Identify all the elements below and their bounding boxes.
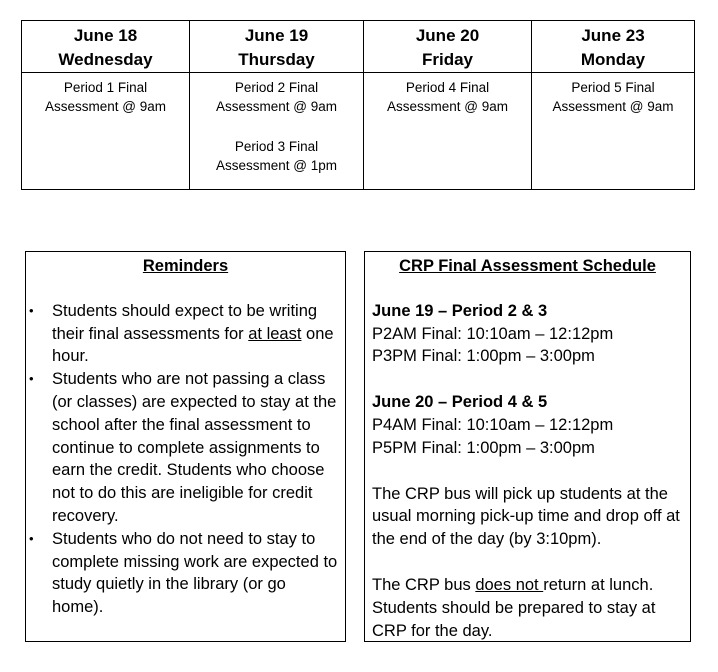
date-cell: June 20 bbox=[364, 21, 532, 49]
crp-block-heading: June 19 – Period 2 & 3 bbox=[372, 301, 548, 320]
assessment-cell bbox=[364, 73, 532, 190]
day-cell: Friday bbox=[364, 48, 532, 73]
reminders-list bbox=[26, 300, 345, 619]
lunch-note-emphasis: does not bbox=[475, 575, 544, 594]
assessment-period: Period 3 Final bbox=[234, 139, 319, 154]
spacer bbox=[190, 116, 363, 137]
assessment-period: Period 4 Final bbox=[405, 80, 490, 95]
exam-schedule-table bbox=[21, 20, 695, 190]
reminders-box bbox=[25, 251, 346, 642]
list-item bbox=[26, 300, 345, 368]
crp-time-line: P2AM Final: 10:10am – 12:12pm bbox=[372, 324, 614, 343]
assessment-time: Assessment @ 1pm bbox=[216, 158, 337, 173]
date-cell: June 19 bbox=[190, 21, 364, 49]
day-cell: Thursday bbox=[190, 48, 364, 73]
date-cell: June 18 bbox=[22, 21, 190, 49]
assessment-period: Period 2 Final bbox=[234, 80, 319, 95]
crp-title: CRP Final Assessment Schedule bbox=[399, 257, 656, 275]
lunch-note-text: The CRP bus bbox=[372, 575, 476, 594]
reminder-text: Students who are not passing a class (or classes) are expected to stay at the school after the final assessment to continue to complete assignments to earn the credit. Students who choose not to do this are ineligible for credit recovery. bbox=[52, 370, 337, 525]
assessment-cell bbox=[22, 73, 190, 190]
list-item bbox=[26, 528, 345, 619]
assessment-time: Assessment @ 9am bbox=[552, 99, 674, 114]
crp-bus-note: The CRP bus will pick up students at the usual morning pick-up time and drop off at the end of the day (by 3:10pm). bbox=[372, 484, 680, 549]
date-cell: June 23 bbox=[532, 21, 695, 49]
crp-block-heading: June 20 – Period 4 & 5 bbox=[372, 393, 548, 412]
crp-time-line: P5PM Final: 1:00pm – 3:00pm bbox=[372, 438, 595, 457]
crp-time-line: P4AM Final: 10:10am – 12:12pm bbox=[372, 415, 614, 434]
crp-content bbox=[365, 300, 690, 643]
day-cell: Monday bbox=[532, 48, 695, 73]
assessment-cell bbox=[190, 73, 364, 190]
day-row bbox=[22, 48, 695, 73]
day-cell: Wednesday bbox=[22, 48, 190, 73]
crp-block bbox=[372, 300, 682, 368]
reminder-text: Students should expect to be writing their final assessments for bbox=[52, 301, 318, 343]
date-row bbox=[22, 21, 695, 49]
assessment-time: Assessment @ 9am bbox=[387, 99, 508, 114]
list-item bbox=[26, 368, 345, 528]
assessment-period: Period 5 Final bbox=[571, 80, 655, 95]
assessment-time: Assessment @ 9am bbox=[216, 99, 337, 114]
crp-lunch-note bbox=[372, 574, 682, 642]
assessment-cell bbox=[532, 73, 695, 190]
bullet-icon: • bbox=[29, 302, 34, 318]
lunch-note-text-end: return at lunch. Students should be prepared to stay at CRP for the day. bbox=[372, 575, 656, 640]
reminder-text: Students who do not need to stay to complete missing work are expected to study quietly in the library (or go home). bbox=[52, 529, 338, 617]
assessment-row bbox=[22, 73, 695, 190]
bullet-icon: • bbox=[29, 530, 34, 546]
bullet-icon: • bbox=[29, 371, 34, 387]
reminder-text-end: one hour. bbox=[52, 324, 334, 366]
assessment-time: Assessment @ 9am bbox=[45, 99, 166, 114]
crp-time-line: P3PM Final: 1:00pm – 3:00pm bbox=[372, 347, 595, 366]
crp-block bbox=[372, 391, 682, 459]
reminder-emphasis: at least bbox=[248, 324, 302, 343]
reminders-title: Reminders bbox=[142, 257, 229, 275]
assessment-period: Period 1 Final bbox=[63, 80, 148, 95]
crp-schedule-box bbox=[364, 251, 691, 642]
